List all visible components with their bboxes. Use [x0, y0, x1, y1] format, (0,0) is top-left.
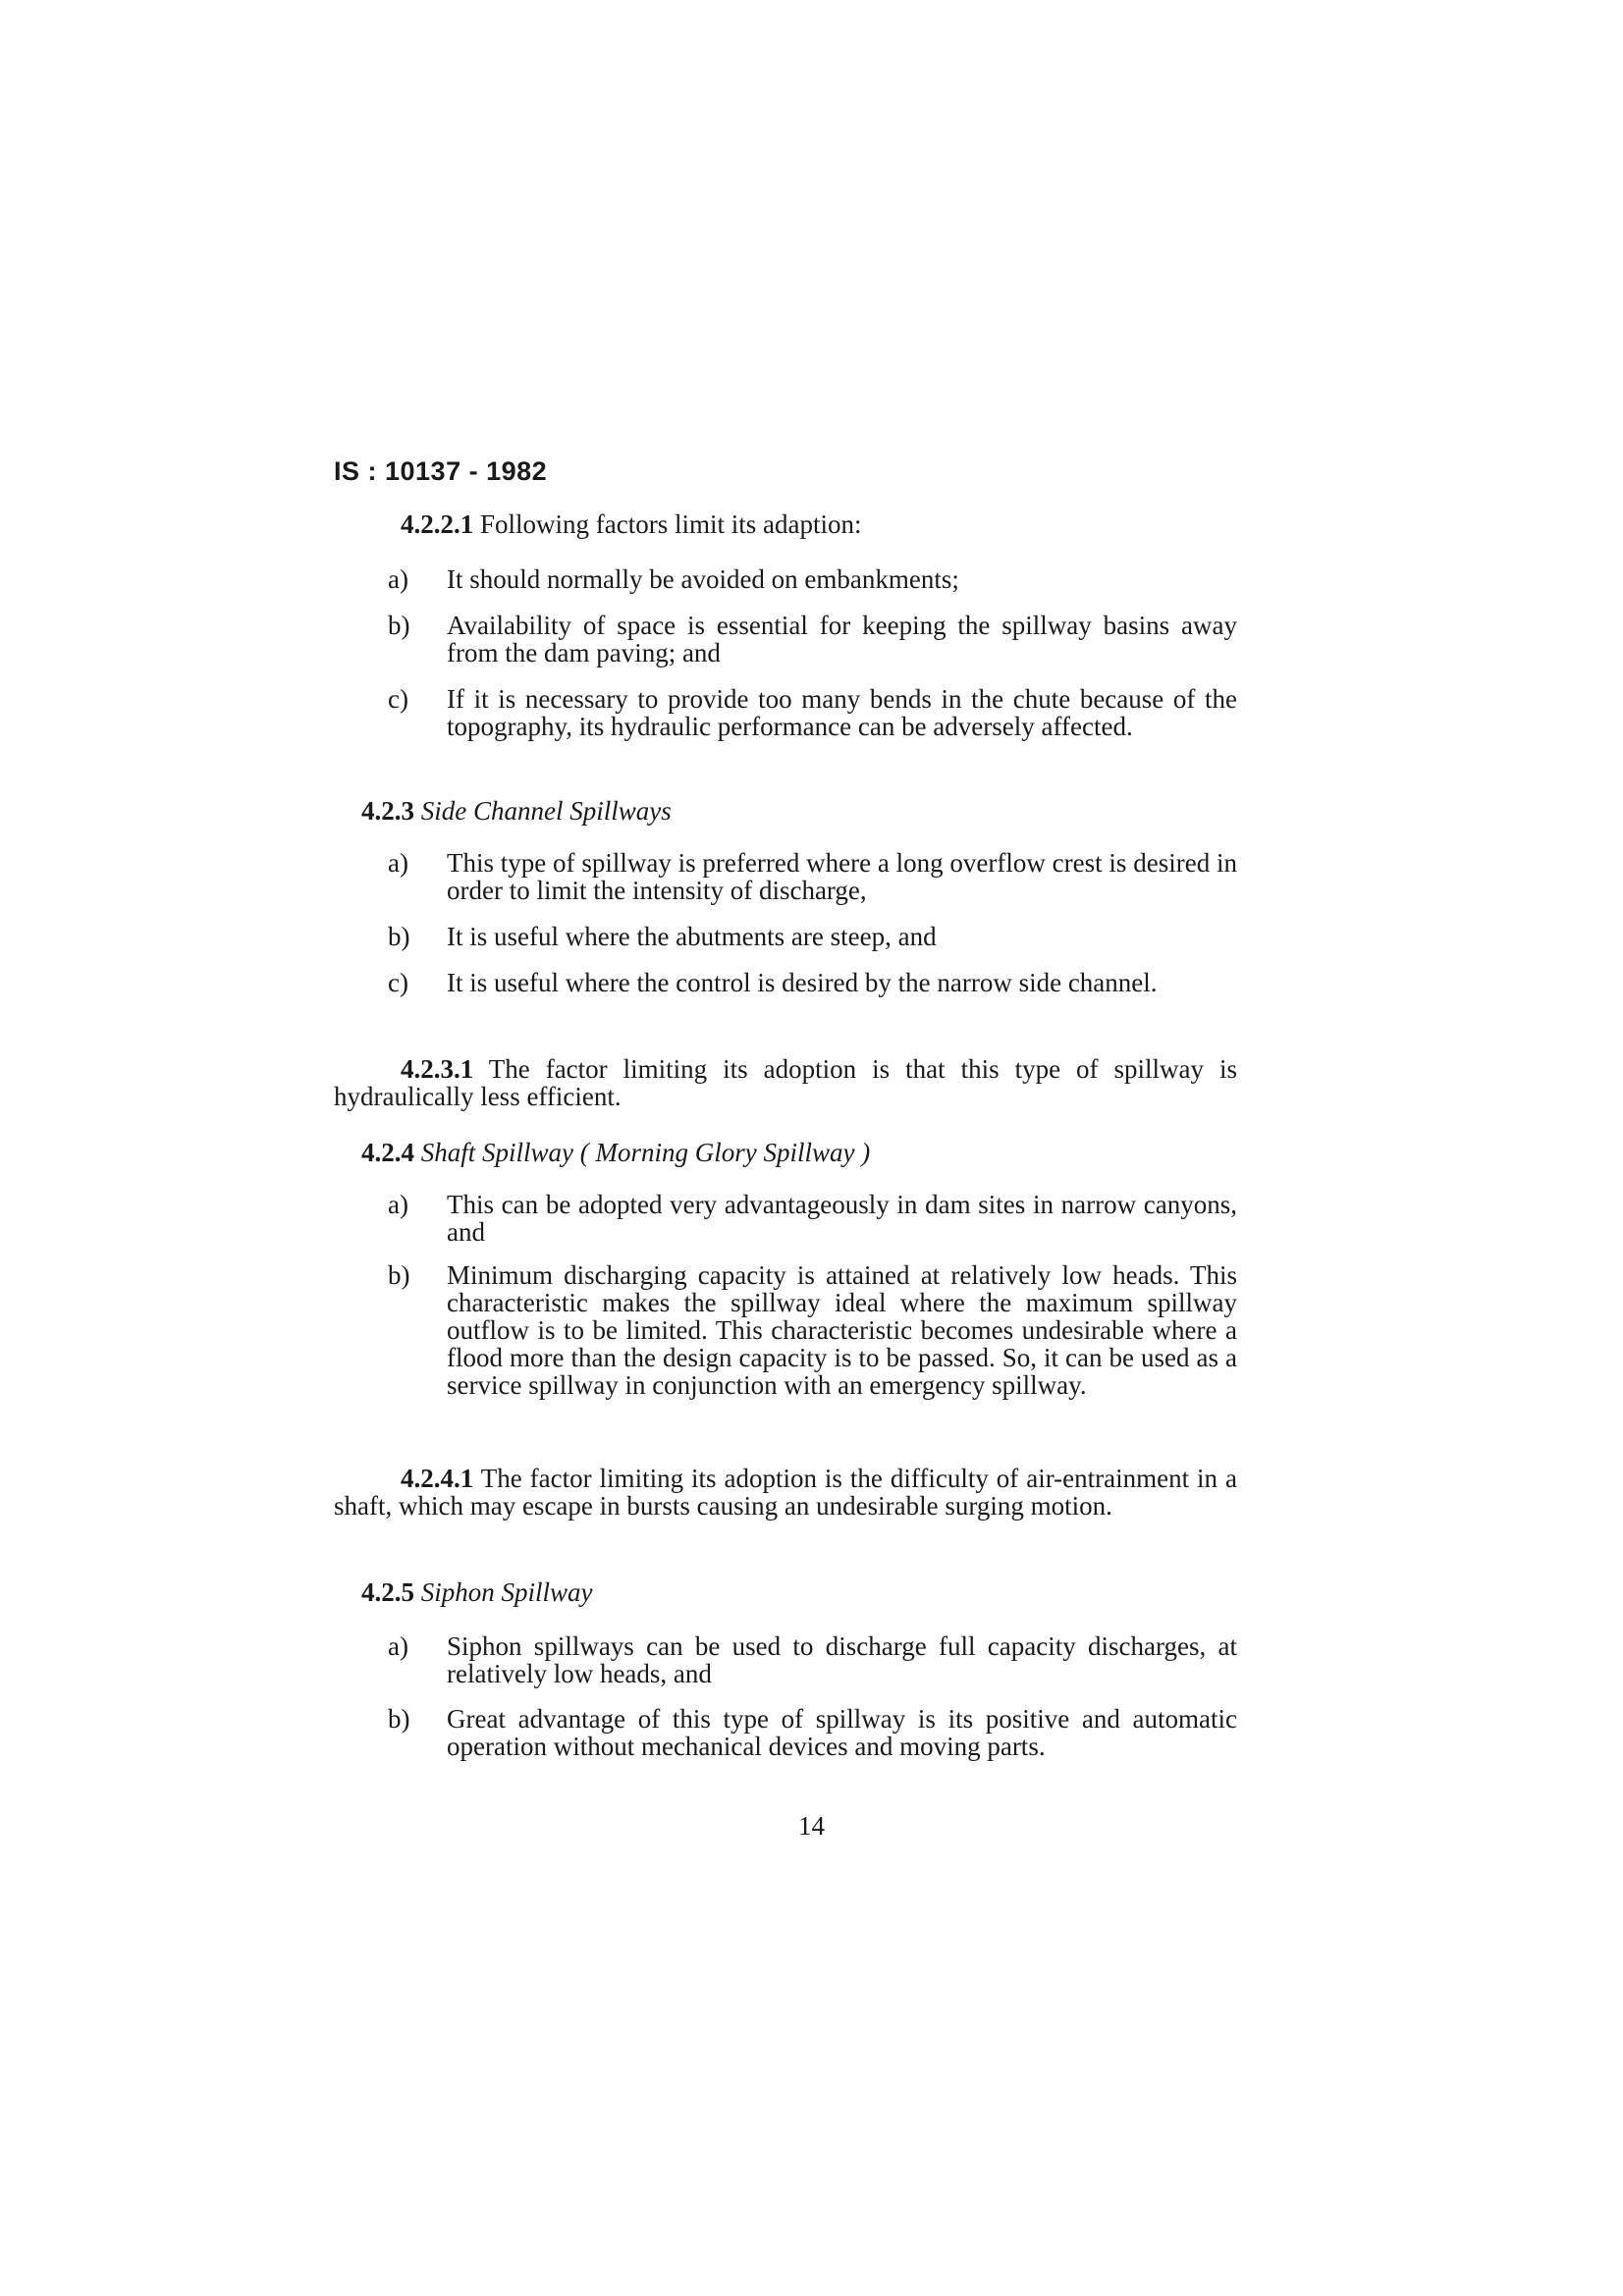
section-number: 4.2.5 [361, 1577, 414, 1607]
list-marker: b) [388, 1704, 410, 1734]
list-item [388, 1632, 1237, 1687]
list-item-text: It should normally be avoided on embankments; [447, 564, 959, 594]
list-item-text: This type of spillway is preferred where a long overflow crest is desired in order to limit the intensity of discharge, [447, 848, 1237, 905]
list-marker: a) [388, 564, 408, 594]
section-heading-4-2-4 [361, 1139, 870, 1166]
section-title: Siphon Spillway [420, 1577, 593, 1607]
list-item-text: Great advantage of this type of spillway is its positive and automatic operation without mechanical devices and moving parts. [447, 1704, 1237, 1761]
list-item [388, 849, 1237, 904]
list-item-text: If it is necessary to provide too many bends in the chute because of the topography, its hydraulic performance can be adversely affected. [447, 684, 1237, 741]
list-item [388, 612, 1237, 667]
clause-text: The factor limiting its adoption is the difficulty of air-entrainment in a shaft, which may escape in bursts causing an undesirable surging motion. [334, 1464, 1237, 1521]
clause-4-2-2-1 [334, 510, 1237, 538]
list-marker: a) [388, 848, 408, 878]
list-item-text: Availability of space is essential for keeping the spillway basins away from the dam paving; and [447, 611, 1237, 667]
list-item [388, 685, 1237, 740]
standard-number-header: IS : 10137 - 1982 [334, 456, 548, 486]
list-item [388, 1261, 1237, 1399]
clause-number: 4.2.3.1 [401, 1054, 474, 1084]
list-item-text: It is useful where the abutments are steep, and [447, 922, 937, 951]
page-number: 14 [798, 1811, 825, 1841]
list-item [388, 1705, 1237, 1760]
clause-text: The factor limiting its adoption is that this type of spillway is hydraulically less efficient. [334, 1054, 1237, 1111]
section-title: Shaft Spillway ( Morning Glory Spillway ) [420, 1138, 871, 1167]
list-marker: a) [388, 1190, 408, 1219]
clause-text: Following factors limit its adaption: [480, 509, 862, 539]
clause-number: 4.2.4.1 [401, 1464, 474, 1493]
list-marker: a) [388, 1631, 408, 1661]
list-marker: c) [388, 968, 408, 997]
section-number: 4.2.4 [361, 1138, 414, 1167]
list-marker: b) [388, 922, 410, 951]
list-item [388, 923, 1237, 950]
list-item-text: Minimum discharging capacity is attained at relatively low heads. This characteristic makes the spillway ideal where the maximum spillway outflow is to be limited. This characteristic becomes undesirable where a flood more than the design capacity is to be passed. So, it can be used as a service spillway in conjunction with an emergency spillway. [447, 1260, 1237, 1400]
list-item [388, 969, 1237, 996]
section-number: 4.2.3 [361, 796, 414, 826]
list-item [388, 565, 1237, 593]
list-item-text: Siphon spillways can be used to discharge full capacity discharges, at relatively low heads, and [447, 1631, 1237, 1688]
clause-4-2-3-1 [334, 1055, 1237, 1110]
list-item [388, 1191, 1237, 1246]
list-marker: c) [388, 684, 408, 714]
section-heading-4-2-5 [361, 1578, 593, 1606]
list-item-text: It is useful where the control is desired by the narrow side channel. [447, 968, 1158, 997]
list-marker: b) [388, 1260, 410, 1290]
clause-number: 4.2.2.1 [401, 509, 474, 539]
list-marker: b) [388, 611, 410, 640]
section-title: Side Channel Spillways [420, 796, 672, 826]
clause-4-2-4-1 [334, 1465, 1237, 1520]
list-item-text: This can be adopted very advantageously in dam sites in narrow canyons, and [447, 1190, 1237, 1247]
section-heading-4-2-3 [361, 797, 672, 825]
